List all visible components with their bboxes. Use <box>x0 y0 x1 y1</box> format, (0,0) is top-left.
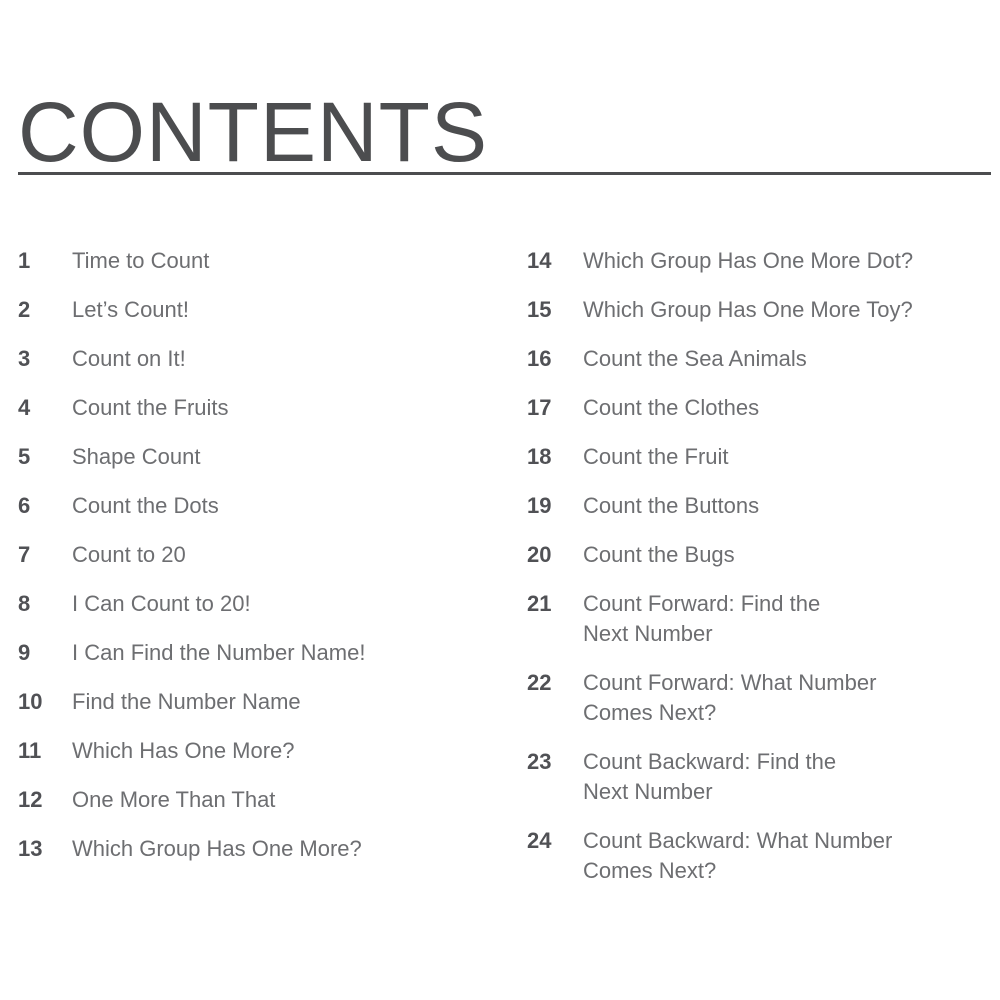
toc-entry-5 <box>18 442 488 472</box>
entry-number: 14 <box>527 248 552 273</box>
title-rule <box>18 85 991 179</box>
entry-number: 12 <box>18 787 43 812</box>
toc-column-left <box>18 246 488 883</box>
entry-title: I Can Count to 20! <box>72 591 251 616</box>
entry-title: Count the Sea Animals <box>583 346 807 371</box>
entry-number: 15 <box>527 297 552 322</box>
entry-number: 20 <box>527 542 552 567</box>
toc-entry-2 <box>18 295 488 325</box>
toc-entry-10 <box>18 687 488 717</box>
entry-number: 18 <box>527 444 552 469</box>
toc-entry-17 <box>527 393 982 423</box>
entry-title <box>583 668 876 728</box>
entry-title: Count the Clothes <box>583 395 760 420</box>
toc-entry-8 <box>18 589 488 619</box>
entry-number: 19 <box>527 493 552 518</box>
toc-entry-3 <box>18 344 488 374</box>
entry-number: 23 <box>527 749 552 774</box>
entry-title-line-1: Count Backward: What Number <box>583 828 893 853</box>
toc-entry-9 <box>18 638 488 668</box>
entry-title: Which Has One More? <box>72 738 295 763</box>
entry-title: Shape Count <box>72 444 201 469</box>
entry-title: I Can Find the Number Name! <box>72 640 366 665</box>
entry-number: 9 <box>18 640 31 665</box>
entry-title <box>583 589 820 649</box>
entry-title: Let’s Count! <box>72 297 190 322</box>
entry-number: 4 <box>18 395 31 420</box>
toc-entry-13 <box>18 834 488 864</box>
entry-title-line-2: Comes Next? <box>583 858 717 883</box>
toc-entry-4 <box>18 393 488 423</box>
toc-entry-15 <box>527 295 982 325</box>
toc-entry-6 <box>18 491 488 521</box>
toc-entry-14 <box>527 246 982 276</box>
entry-number: 17 <box>527 395 552 420</box>
entry-number: 10 <box>18 689 43 714</box>
toc-entry-16 <box>527 344 982 374</box>
entry-number: 1 <box>18 248 31 273</box>
toc-entry-22 <box>527 668 982 728</box>
entry-title: Which Group Has One More? <box>72 836 362 861</box>
entry-number: 22 <box>527 670 552 695</box>
entry-title: Which Group Has One More Dot? <box>583 248 914 273</box>
toc-entry-23 <box>527 747 982 807</box>
entry-title: Count to 20 <box>72 542 186 567</box>
entry-title: Time to Count <box>72 248 210 273</box>
entry-title: Count the Bugs <box>583 542 735 567</box>
toc-entry-12 <box>18 785 488 815</box>
entry-title: Which Group Has One More Toy? <box>583 297 913 322</box>
entry-title-line-2: Next Number <box>583 621 713 646</box>
entry-title: One More Than That <box>72 787 276 812</box>
entry-number: 2 <box>18 297 31 322</box>
entry-number: 24 <box>527 828 552 853</box>
toc-entry-19 <box>527 491 982 521</box>
entry-title-line-2: Comes Next? <box>583 700 717 725</box>
entry-title: Count the Buttons <box>583 493 760 518</box>
entry-title-line-2: Next Number <box>583 779 713 804</box>
entry-number: 11 <box>18 738 42 763</box>
entry-title-line-1: Count Backward: Find the <box>583 749 837 774</box>
toc-entry-7 <box>18 540 488 570</box>
entry-number: 7 <box>18 542 31 567</box>
toc-entry-20 <box>527 540 982 570</box>
toc-entry-24 <box>527 826 982 886</box>
entry-title <box>583 747 836 807</box>
entry-number: 6 <box>18 493 31 518</box>
toc-entry-21 <box>527 589 982 649</box>
entry-number: 13 <box>18 836 43 861</box>
entry-title-line-1: Count Forward: Find the <box>583 591 821 616</box>
entry-title: Find the Number Name <box>72 689 301 714</box>
entry-title <box>583 826 892 886</box>
entry-title: Count on It! <box>72 346 186 371</box>
toc-entry-18 <box>527 442 982 472</box>
page-title: CONTENTS <box>18 85 488 179</box>
entry-number: 8 <box>18 591 31 616</box>
toc-entry-1 <box>18 246 488 276</box>
entry-title: Count the Fruits <box>72 395 229 420</box>
entry-number: 16 <box>527 346 552 371</box>
entry-title: Count the Dots <box>72 493 219 518</box>
entry-number: 3 <box>18 346 31 371</box>
entry-number: 5 <box>18 444 31 469</box>
entry-title: Count the Fruit <box>583 444 729 469</box>
toc-entry-11 <box>18 736 488 766</box>
entry-number: 21 <box>527 591 552 616</box>
entry-title-line-1: Count Forward: What Number <box>583 670 877 695</box>
toc-column-right <box>527 246 982 905</box>
